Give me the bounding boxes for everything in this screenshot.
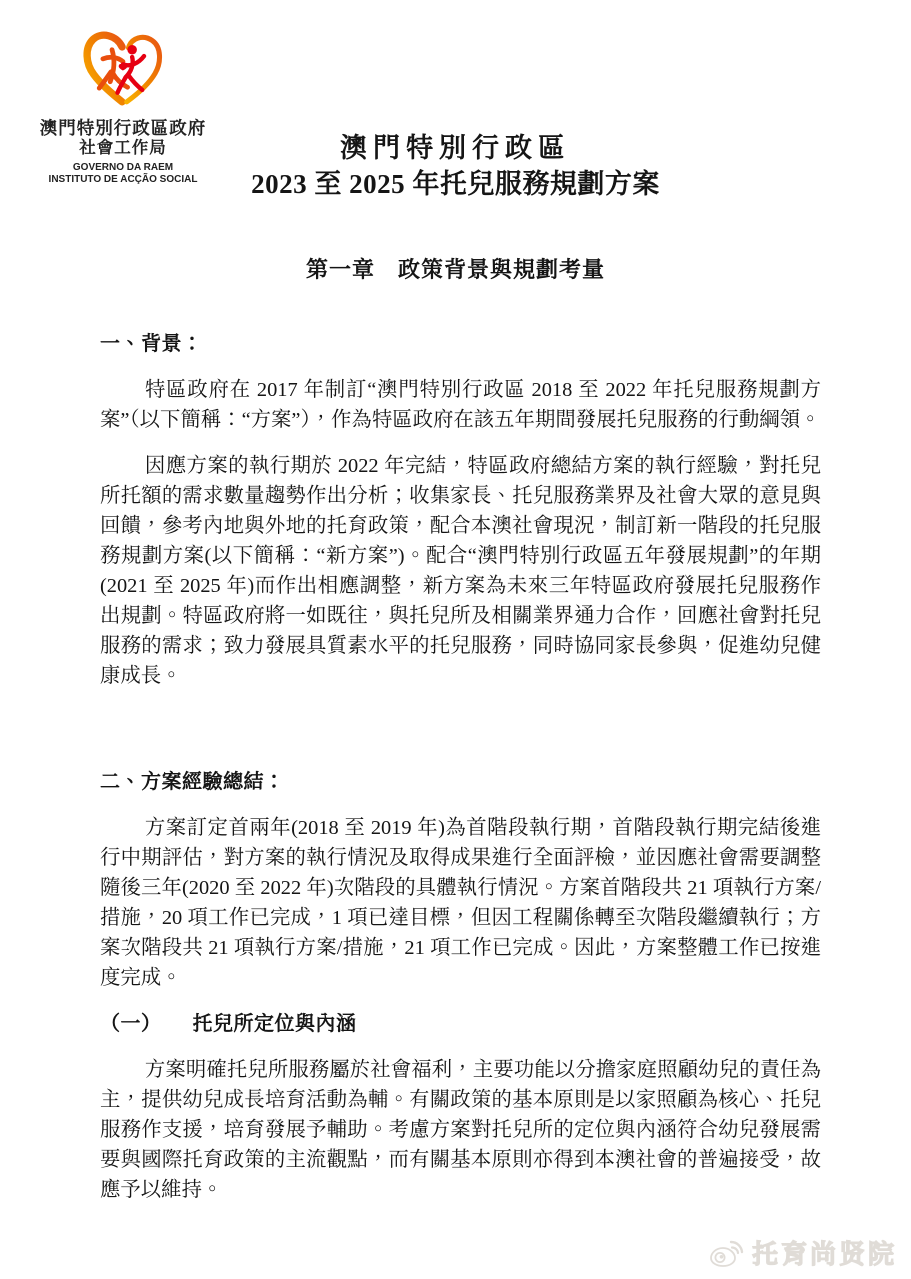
section-2-paragraph-1: 方案訂定首兩年(2018 至 2019 年)為首階段執行期，首階段執行期完結後進行中期評估，對方案的執行情況及取得成果進行全面評檢，並因應社會需要調整隨後三年(2020 至 2022 年)次階段的具體執行情況。方案首階段共 21 項執行方案/措施，20 項工作已完成，1 項已達目標，但因工程關係轉至次階段繼續執行；方案次階段共 21 項執行方案/措施，21 項工作已完成。因此，方案整體工作已按進度完成。 — [100, 817, 821, 989]
section-1-paragraph-2: 因應方案的執行期於 2022 年完結，特區政府總結方案的執行經驗，對托兒所托額的需求數量趨勢作出分析；收集家長、托兒服務業界及社會大眾的意見與回饋，參考內地與外地的托育政策，配合本澳社會現況，制訂新一階段的托兒服務規劃方案(以下簡稱：“新方案”)。配合“澳門特別行政區五年發展規劃”的年期(2021 至 2025 年)而作出相應調整，新方案為未來三年特區政府發展托兒服務作出規劃。特區政府將一如既往，與托兒所及相關業界通力合作，回應社會對托兒服務的需求；致力發展具質素水平的托兒服務，同時協同家長參與，促進幼兒健康成長。 — [100, 455, 821, 687]
section-1-paragraph-1: 特區政府在 2017 年制訂“澳門特別行政區 2018 至 2022 年托兒服務規劃方案”（以下簡稱：“方案”），作為特區政府在該五年期間發展托兒服務的行動綱領。 — [100, 379, 821, 431]
agency-logo-block — [22, 24, 224, 187]
watermark-text: 托育尚贤院 — [751, 1239, 897, 1269]
subsection-1-heading: （一） 托兒所定位與內涵 — [100, 1013, 357, 1035]
subsection-1-paragraph-1: 方案明確托兒所服務屬於社會福利，主要功能以分擔家庭照顧幼兒的責任為主，提供幼兒成長培育活動為輔。有關政策的基本原則是以家照顧為核心、托兒服務作支援，培育發展予輔助。考慮方案對托兒所的定位與內涵符合幼兒發展需要與國際托育政策的主流觀點，而有關基本原則亦得到本澳社會的普遍接受，故應予以維持。 — [100, 1059, 821, 1201]
document-body — [100, 329, 821, 1205]
chapter-heading: 第一章 政策背景與規劃考量 — [305, 257, 605, 282]
document-title-line2: 2023 至 2025 年托兒服務規劃方案 — [251, 169, 660, 199]
watermark — [709, 1234, 897, 1271]
section-2-heading: 二、方案經驗總結： — [100, 771, 285, 793]
org-name-zh-line1: 澳門特別行政區政府 — [39, 118, 207, 138]
weibo-icon — [709, 1238, 745, 1268]
org-name-pt-line1: GOVERNO DA RAEM — [72, 161, 174, 173]
ias-heart-logo-icon — [80, 24, 166, 112]
org-name-pt-line2: INSTITUTO DE ACÇÃO SOCIAL — [48, 174, 198, 186]
org-name-zh-line2: 社會工作局 — [79, 139, 167, 157]
section-1-heading: 一、背景： — [100, 333, 203, 355]
document-title-line1: 澳門特別行政區 — [340, 133, 571, 163]
